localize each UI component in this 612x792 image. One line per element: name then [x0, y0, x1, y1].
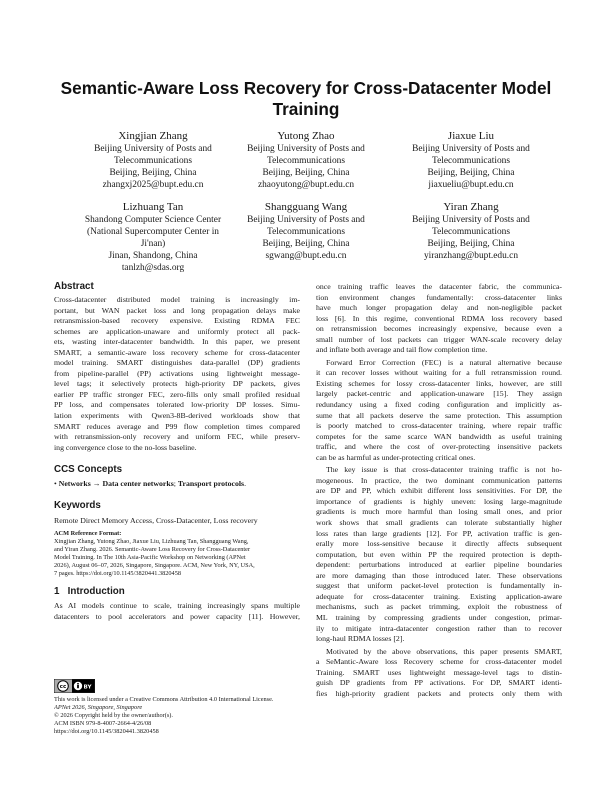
svg-text:BY: BY	[83, 684, 92, 691]
author-name: Xingjian Zhang	[118, 130, 188, 142]
text-line: is poorly matched to cross-datacenter training, where repair traffic	[316, 421, 562, 431]
text-line: it can recover losses without waiting for a full retransmission round.	[316, 368, 562, 378]
author-name: Lizhuang Tan	[122, 201, 184, 213]
author-email[interactable]: jiaxueliu@bupt.edu.cn	[428, 180, 514, 191]
ccs-separator: ;	[173, 479, 176, 489]
abstract-line: model training. SMART distinguishes data-parallel (DP) gradients	[54, 358, 300, 368]
abstract-line: from pipeline-parallel (PP) activations using lightweight message-	[54, 368, 300, 378]
isbn-line: ACM ISBN 979-8-4007-2664-4/26/08	[54, 720, 152, 727]
text-line: erally more loss-sensitive because it directly affects subsequent	[316, 539, 562, 549]
text-line: tion environment changes fundamentally: cross-datacenter links	[316, 292, 562, 302]
reference-line: 2026), August 06–07, 2026, Singapore, Singapore. ACM, New York, NY, USA,	[54, 562, 255, 570]
paper-title	[60, 78, 552, 120]
author-location: Beijing, Beijing, China	[262, 168, 350, 179]
author-email[interactable]: yiranzhang@bupt.edu.cn	[423, 251, 519, 262]
text-line: adequate for cross-datacenter training. Existing application-aware	[316, 591, 562, 601]
text-line: ily to mitigate intra-datacenter congestion rather than to recover	[316, 623, 562, 633]
paragraph	[316, 356, 562, 463]
abstract-body	[54, 295, 300, 453]
text-line: on retransmission becomes increasingly expensive, because even a	[316, 324, 562, 334]
reference-line[interactable]: 7 pages. https://doi.org/10.1145/3820441.3820458	[54, 570, 181, 578]
author-email[interactable]: zhangxj2025@bupt.edu.cn	[102, 180, 204, 191]
intro-line: datacenters to pool accelerators and power capacity [11]. However,	[54, 611, 300, 621]
text-line: largely packet-centric and application-unaware [15]. They assign	[316, 389, 562, 399]
text-line: a SeMantic-Aware loss Recovery scheme for cross-datacenter model	[316, 657, 562, 667]
author-block	[381, 200, 561, 262]
svg-text:cc: cc	[59, 684, 67, 691]
author-affiliation: Ji'nan)	[140, 239, 166, 250]
section-number: 1	[54, 586, 60, 598]
license-footer	[54, 696, 304, 736]
section-heading-introduction	[54, 586, 300, 598]
author-name: Yutong Zhao	[277, 130, 335, 142]
abstract-line: SMART reduces average and P99 flow completion times compared	[54, 421, 300, 431]
ccs-concepts	[54, 479, 300, 490]
copyright-line: © 2026 Copyright held by the owner/author(s).	[54, 712, 173, 719]
title-line: Training	[272, 99, 340, 119]
author-affiliation: Beijing University of Posts and	[94, 144, 212, 154]
text-line: mechanisms, such as packet trimming, exploit the robustness of	[316, 602, 562, 612]
abstract-line: earlier PP traffic stronger FEC, zero-fills only small profiled residual	[54, 389, 300, 399]
author-location: Beijing, Beijing, China	[427, 168, 515, 179]
text-line: work shows that small gradients can tolerate substantially higher	[316, 518, 562, 528]
text-line: loss [6]. In this regime, conventional RDMA loss recovery based	[316, 313, 562, 323]
text-line: once training traffic leaves the datacenter fabric, the communica-	[316, 282, 562, 291]
keywords-text: Remote Direct Memory Access, Cross-Datacenter, Loss recovery	[54, 515, 258, 525]
venue-line: APNet 2026, Singapore, Singapore	[54, 704, 143, 711]
left-column	[54, 281, 300, 622]
text-line: Existing schemes for lossy cross-datacenter links, however, are still	[316, 378, 562, 388]
text-line: competes for the same scarce WAN bandwidth as useful training	[316, 431, 562, 441]
ccs-term: Transport protocols	[177, 479, 245, 489]
text-line: importance of gradients is highly uneven: losing large-magnitude	[316, 496, 562, 506]
author-block	[216, 200, 396, 262]
paragraph	[316, 282, 562, 356]
reference-line: and Yiran Zhang. 2026. Semantic-Aware Loss Recovery for Cross-Datacenter	[54, 546, 251, 554]
reference-format	[54, 530, 300, 578]
text-line: dependent: perturbations introduced at earlier pipeline boundaries	[316, 560, 562, 570]
author-email[interactable]: zhaoyutong@bupt.edu.cn	[257, 180, 355, 191]
text-line: computation, but even within PP the required protection is depth-	[316, 549, 562, 559]
arrow-icon: →	[92, 479, 101, 489]
abstract-line: ing convergence close to the no-loss baseline.	[54, 442, 197, 452]
text-line: traffic, and where the cost of over-protecting insensitive packets	[316, 442, 562, 452]
text-line: sume that all packets deserve the same protection. This assumption	[316, 410, 562, 420]
text-line: are more damaging than those introduced later. These observations	[316, 570, 562, 580]
author-location: Beijing, Beijing, China	[427, 239, 515, 250]
reference-format-label: ACM Reference Format:	[54, 530, 122, 538]
author-affiliation: Telecommunications	[267, 227, 345, 238]
text-line: are DP and PP, which exhibit different loss sensitivities. For DP, the	[316, 486, 562, 496]
text-line: suggest that uniform packet-level protection is fundamentally in-	[316, 581, 562, 591]
text-line: guish DP gradients from PP activations. For DP, SMART identi-	[316, 678, 562, 688]
abstract-line: PP loss, and compensates tolerated low-priority DP losses. Simu-	[54, 400, 300, 410]
author-affiliation: Telecommunications	[114, 156, 192, 167]
author-affiliation: Beijing University of Posts and	[247, 215, 365, 225]
reference-line: Xingjian Zhang, Yutong Zhao, Jiaxue Liu, Lizhuang Tan, Shangguang Wang,	[54, 538, 249, 546]
abstract-line: portant, but WAN packet loss and long propagation delays make	[54, 305, 300, 315]
author-affiliation: Telecommunications	[267, 156, 345, 167]
abstract-line: Cross-datacenter distributed model training is increasingly im-	[54, 295, 300, 304]
right-column	[316, 282, 562, 699]
author-location: Jinan, Shandong, China	[108, 251, 198, 262]
doi-link[interactable]: https://doi.org/10.1145/3820441.3820458	[54, 728, 159, 735]
author-affiliation: Beijing University of Posts and	[247, 144, 365, 154]
reference-line: Model Training. In The 10th Asia-Pacific Workshop on Networking (APNet	[54, 554, 246, 562]
text-line: Motivated by the above observations, this paper presents SMART,	[326, 646, 562, 656]
author-block	[216, 129, 396, 191]
title-line: Semantic-Aware Loss Recovery for Cross-Datacenter Model	[60, 78, 552, 98]
abstract-line: schemes are application-unaware and uniformly protect all pack-	[54, 326, 300, 336]
text-line: The key issue is that cross-datacenter training traffic is not ho-	[326, 465, 562, 475]
text-line: ML training by compressing gradients under congestion, primar-	[316, 612, 562, 622]
abstract-line: with retransmission-only recovery and uniform FEC, while preserv-	[54, 432, 300, 442]
ccs-term: Data center networks	[102, 479, 174, 489]
section-title: Introduction	[67, 586, 125, 598]
license-statement[interactable]: This work is licensed under a Creative Commons Attribution 4.0 International License.	[54, 696, 274, 703]
text-line: long-haul RDMA losses [2].	[316, 634, 405, 644]
ccs-end: .	[244, 479, 247, 489]
text-line: gradients is much more harmful than losing small ones, and prior	[316, 507, 562, 517]
author-block	[381, 129, 561, 191]
author-affiliation: Telecommunications	[432, 156, 510, 167]
abstract-line: level tags; it selectively protects high-priority DP packets, gives	[54, 379, 300, 389]
bullet: •	[54, 479, 57, 489]
intro-body	[54, 601, 300, 622]
text-line: loss rates than large gradients [12]. For PP, activation traffic is gen-	[316, 528, 562, 538]
abstract-line: SMART, a semantic-aware loss recovery scheme for cross-datacenter	[54, 347, 300, 357]
author-affiliation: Beijing University of Posts and	[412, 215, 530, 225]
text-line: fies high-priority gradient packets and protects only them with	[316, 688, 562, 698]
ccs-heading: CCS Concepts	[54, 464, 123, 476]
author-affiliation: Beijing University of Posts and	[412, 144, 530, 154]
author-affiliation: Shandong Computer Science Center	[84, 215, 222, 225]
author-email[interactable]: sgwang@bupt.edu.cn	[265, 251, 347, 262]
text-line: Training. SMART uses lightweight message-level tags to distin-	[316, 667, 562, 677]
cc-by-license-icon	[54, 679, 95, 693]
text-line: mogeneous. In practice, the two dominant communication patterns	[316, 475, 562, 485]
paragraph	[316, 645, 562, 700]
author-name: Yiran Zhang	[443, 201, 499, 213]
text-line: Forward Error Correction (FEC) is a natural alternative because	[326, 357, 562, 367]
abstract-heading: Abstract	[54, 281, 94, 292]
keywords-heading: Keywords	[54, 499, 101, 511]
abstract-line: retransmission-based recovery expensive. Existing RDMA FEC	[54, 316, 300, 326]
abstract-line: lation experiments with Qwen3-8B-derived workloads show that	[54, 411, 300, 421]
text-line: and inflate both average and tail flow completion time.	[316, 345, 488, 355]
paragraph	[316, 463, 562, 644]
author-affiliation: Telecommunications	[432, 227, 510, 238]
abstract-line: ets, wasting inter-datacenter bandwidth. In this paper, we present	[54, 337, 300, 347]
text-line: can be as harmful as under-protecting critical ones.	[316, 452, 476, 462]
text-line: redundancy using a fixed coding configuration and implicitly as-	[316, 400, 562, 410]
ccs-term: Networks	[58, 479, 91, 489]
author-location: Beijing, Beijing, China	[109, 168, 197, 179]
text-line: have much longer propagation delay and non-negligible packet	[316, 303, 562, 313]
author-name: Shangguang Wang	[264, 201, 348, 213]
author-email[interactable]: tanlzh@sdas.org	[121, 263, 185, 274]
author-name: Jiaxue Liu	[447, 130, 495, 142]
author-location: Beijing, Beijing, China	[262, 239, 350, 250]
text-line: small number of lost packets can trigger WAN-scale recovery delay	[316, 334, 562, 344]
author-affiliation: (National Supercomputer Center in	[87, 227, 219, 238]
intro-line: As AI models continue to scale, training increasingly spans multiple	[54, 601, 300, 611]
